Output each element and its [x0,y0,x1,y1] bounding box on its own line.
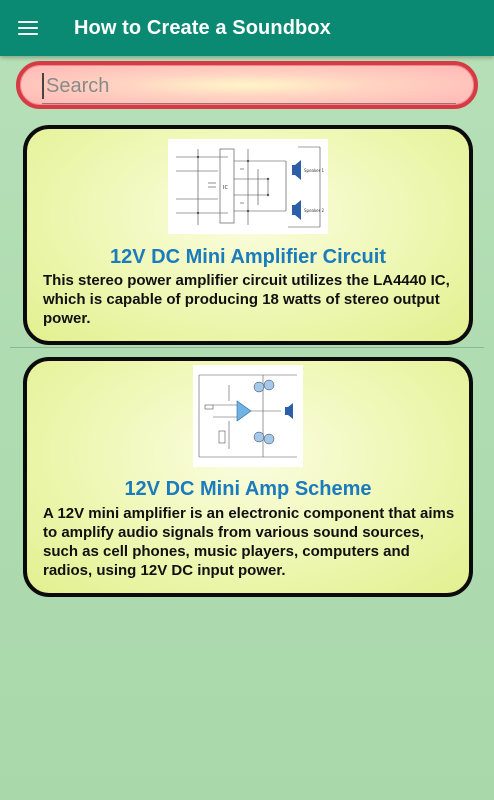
search-underline [42,103,456,104]
search-box[interactable] [16,61,478,109]
menu-button[interactable] [0,0,56,56]
card-description: This stereo power amplifier circuit utilizes the LA4440 IC, which is capable of producing 18 watts of stereo output power. [43,272,450,327]
article-card[interactable] [23,125,473,345]
list-divider [10,347,484,348]
card-title: 12V DC Mini Amp Scheme [124,478,372,500]
card-description: A 12V mini amplifier is an electronic component that aims to amplify audio signals from various sound sources, such as cell phones, music players, computers and radios, using 12V DC input power. [43,505,455,579]
app-bar [0,0,494,56]
svg-text:Speaker 2: Speaker 2 [304,208,325,213]
svg-text:Speaker 1: Speaker 1 [304,168,325,173]
app-title: How to Create a Soundbox [74,16,331,39]
card-title: 12V DC Mini Amplifier Circuit [110,246,386,268]
hamburger-menu-icon [18,21,38,35]
article-card[interactable] [23,357,473,597]
amplifier-circuit-image [168,139,328,234]
search-input[interactable] [42,73,460,99]
svg-text:IC: IC [223,185,228,191]
amp-scheme-image [193,365,303,467]
